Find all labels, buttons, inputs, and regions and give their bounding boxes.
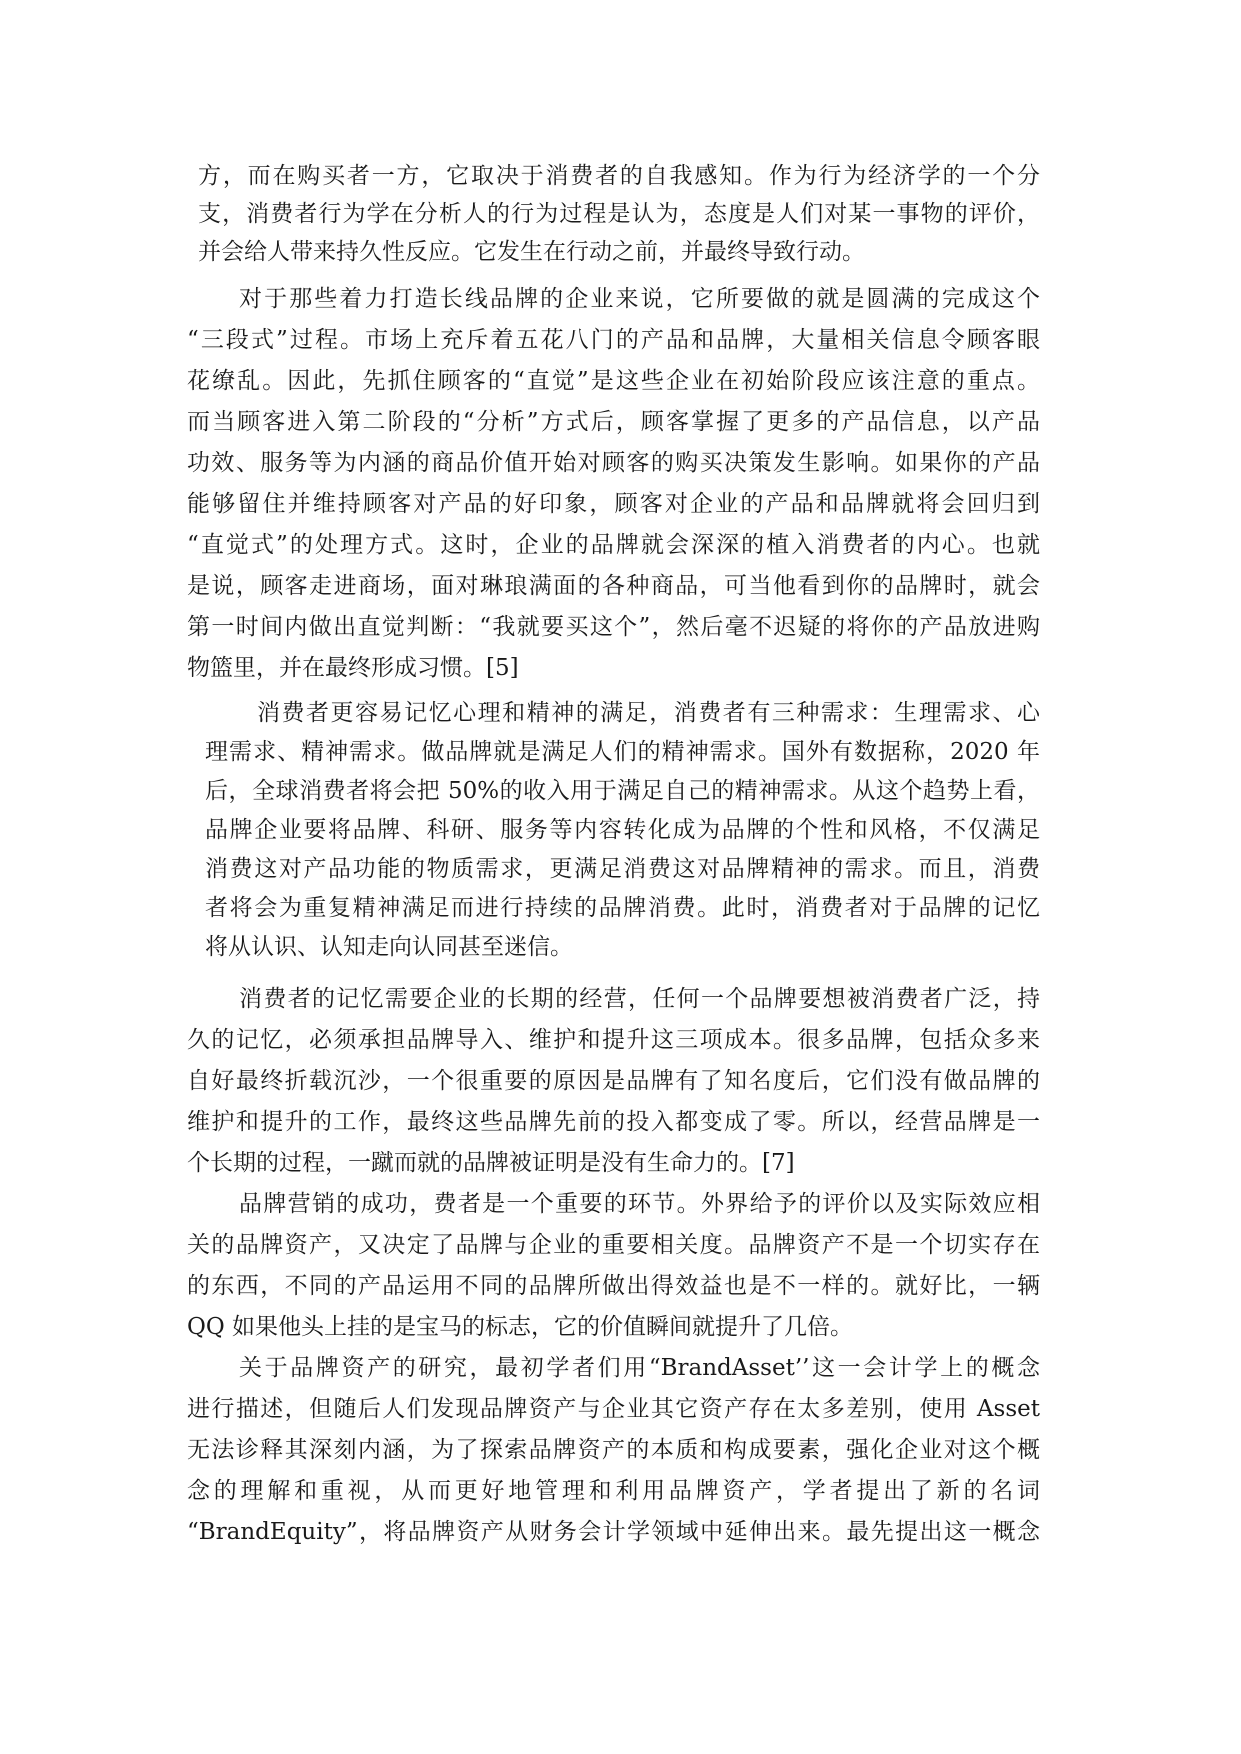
paragraph-line: 消费者的记忆需要企业的长期的经营，任何一个品牌要想被消费者广泛，持 <box>239 986 1040 1012</box>
paragraph-line: 支，消费者行为学在分析人的行为过程是认为，态度是人们对某一事物的评价， <box>198 201 1040 227</box>
paragraph-line: 个长期的过程，一蹴而就的品牌被证明是没有生命力的。[7] <box>187 1150 795 1176</box>
paragraph-line: 品牌营销的成功，费者是一个重要的环节。外界给予的评价以及实际效应相 <box>239 1191 1040 1217</box>
paragraph-line: 进行描述，但随后人们发现品牌资产与企业其它资产存在太多差别，使用 Asset <box>187 1396 1040 1422</box>
paragraph-line: 消费者更容易记忆心理和精神的满足，消费者有三种需求：生理需求、心 <box>257 700 1040 726</box>
paragraph-line: 关于品牌资产的研究，最初学者们用“BrandAsset’’这一会计学上的概念 <box>239 1355 1040 1381</box>
paragraph-line: 并会给人带来持久性反应。它发生在行动之前，并最终导致行动。 <box>198 239 865 265</box>
paragraph-line: “直觉式”的处理方式。这时，企业的品牌就会深深的植入消费者的内心。也就 <box>187 532 1040 558</box>
paragraph-line: 品牌企业要将品牌、科研、服务等内容转化成为品牌的个性和风格，不仅满足 <box>205 817 1040 843</box>
paragraph-line: 消费这对产品功能的物质需求，更满足消费这对品牌精神的需求。而且，消费 <box>205 856 1040 882</box>
paragraph-line: 第一时间内做出直觉判断：“我就要买这个”，然后毫不迟疑的将你的产品放进购 <box>187 614 1040 640</box>
paragraph-line: 将从认识、认知走向认同甚至迷信。 <box>205 934 573 960</box>
paragraph-line: 维护和提升的工作，最终这些品牌先前的投入都变成了零。所以，经营品牌是一 <box>187 1109 1040 1135</box>
paragraph-line: 而当顾客进入第二阶段的“分析”方式后，顾客掌握了更多的产品信息，以产品 <box>187 409 1040 435</box>
paragraph-line: 者将会为重复精神满足而进行持续的品牌消费。此时，消费者对于品牌的记忆 <box>205 895 1040 921</box>
paragraph-line: 的东西，不同的产品运用不同的品牌所做出得效益也是不一样的。就好比，一辆 <box>187 1273 1040 1299</box>
paragraph-line: 自好最终折载沉沙，一个很重要的原因是品牌有了知名度后，它们没有做品牌的 <box>187 1068 1040 1094</box>
paragraph-line: 花缭乱。因此，先抓住顾客的“直觉”是这些企业在初始阶段应该注意的重点。 <box>187 368 1040 394</box>
paragraph-line: 念的理解和重视，从而更好地管理和利用品牌资产，学者提出了新的名词 <box>187 1478 1040 1504</box>
paragraph-line: “三段式”过程。市场上充斥着五花八门的产品和品牌，大量相关信息令顾客眼 <box>187 327 1040 353</box>
paragraph-line: 功效、服务等为内涵的商品价值开始对顾客的购买决策发生影响。如果你的产品 <box>187 450 1040 476</box>
paragraph-line: 方，而在购买者一方，它取决于消费者的自我感知。作为行为经济学的一个分 <box>198 163 1040 189</box>
paragraph-line: 对于那些着力打造长线品牌的企业来说，它所要做的就是圆满的完成这个 <box>239 286 1040 312</box>
paragraph-line: 能够留住并维持顾客对产品的好印象，顾客对企业的产品和品牌就将会回归到 <box>187 491 1040 517</box>
paragraph-line: 无法诊释其深刻内涵，为了探索品牌资产的本质和构成要素，强化企业对这个概 <box>187 1437 1040 1463</box>
paragraph-line: “BrandEquity”，将品牌资产从财务会计学领域中延伸出来。最先提出这一概念 <box>187 1519 1040 1545</box>
paragraph-line: 理需求、精神需求。做品牌就是满足人们的精神需求。国外有数据称，2020 年 <box>205 739 1040 765</box>
paragraph-line: 关的品牌资产，又决定了品牌与企业的重要相关度。品牌资产不是一个切实存在 <box>187 1232 1040 1258</box>
paragraph-line: QQ 如果他头上挂的是宝马的标志，它的价值瞬间就提升了几倍。 <box>187 1314 854 1340</box>
paragraph-line: 是说，顾客走进商场，面对琳琅满面的各种商品，可当他看到你的品牌时，就会 <box>187 573 1040 599</box>
paragraph-line: 久的记忆，必须承担品牌导入、维护和提升这三项成本。很多品牌，包括众多来 <box>187 1027 1040 1053</box>
paragraph-line: 后，全球消费者将会把 50%的收入用于满足自己的精神需求。从这个趋势上看， <box>205 778 1040 804</box>
paragraph-line: 物篮里，并在最终形成习惯。[5] <box>187 655 519 681</box>
